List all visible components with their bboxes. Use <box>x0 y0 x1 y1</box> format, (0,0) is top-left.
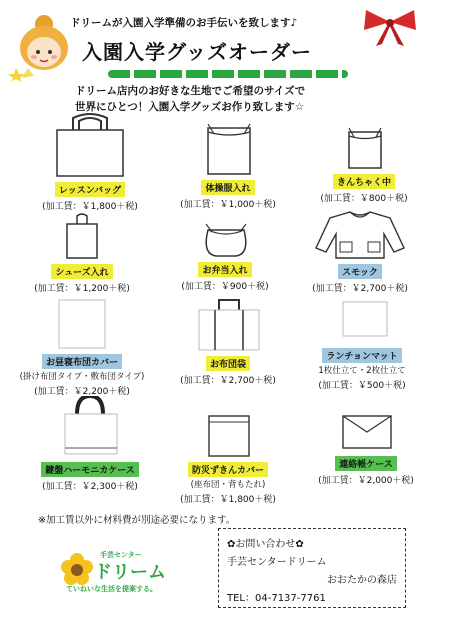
lunch-mat-icon <box>317 298 407 344</box>
contact-box <box>218 528 406 608</box>
item-label: スモック <box>338 264 382 279</box>
item-price: (加工賃：￥800＋税) <box>320 194 408 204</box>
intro-line-1: ドリーム店内のお好きな生地でご希望のサイズで <box>75 85 306 97</box>
notebook-case-icon <box>321 412 411 452</box>
item-label: きんちゃく中 <box>333 174 395 189</box>
item-price: (加工賃：￥1,000＋税) <box>180 200 276 210</box>
item-smock <box>290 208 430 294</box>
title-underline <box>108 70 348 78</box>
item-price: (加工賃：￥1,800＋税) <box>42 202 138 212</box>
item-price: (加工賃：￥2,700＋税) <box>312 284 408 294</box>
logo-tagline: ていねいな生活を提案する。 <box>66 585 157 593</box>
item-drawstring-bag <box>294 122 434 204</box>
drawstring-bag-icon <box>319 122 409 170</box>
contact-tel[interactable]: TEL：04-7137-7761 <box>227 593 326 604</box>
item-subtext: 1枚仕立て・2枚仕立て <box>318 366 406 376</box>
item-price: (加工賃：￥500＋税) <box>318 381 406 391</box>
lesson-bag-icon <box>45 112 135 178</box>
contact-heading: ✿お問い合わせ✿ <box>227 539 304 550</box>
item-lunch-bag <box>155 218 295 292</box>
item-melodica-case <box>20 396 160 492</box>
item-price: (加工賃：￥1,800＋税) <box>180 495 276 505</box>
item-label: シューズ入れ <box>51 264 112 279</box>
item-shoe-bag <box>12 212 152 294</box>
item-lesson-bag <box>20 112 160 212</box>
item-price: (加工賃：￥2,000＋税) <box>318 476 414 486</box>
item-label: お布団袋 <box>206 356 250 371</box>
item-price: (加工賃：￥1,200＋税) <box>34 284 130 294</box>
melodica-case-icon <box>45 396 135 458</box>
item-price: (加工賃：￥2,300＋税) <box>42 482 138 492</box>
item-label: 鍵盤ハーモニカケース <box>41 462 139 477</box>
smock-icon <box>310 208 410 260</box>
item-nap-futon-cover <box>12 298 152 397</box>
item-price: (加工賃：￥900＋税) <box>181 282 269 292</box>
logo-subtitle: 手芸センター <box>100 551 142 559</box>
item-subtext: (掛け布団タイプ・敷布団タイプ) <box>19 372 145 382</box>
mascot-illustration <box>8 10 78 82</box>
item-label: お昼寝布団カバー <box>42 354 122 369</box>
item-subtext: (座布団・背もたれ) <box>190 480 266 490</box>
intro-line-2: 世界にひとつ！入園入学グッズお作り致します☆ <box>75 101 305 113</box>
header-tagline: ドリームが入園入学準備のお手伝いを致します♪ <box>70 17 298 29</box>
lunch-bag-icon <box>180 218 270 258</box>
flower-icon <box>60 552 94 586</box>
shoe-bag-icon <box>37 212 127 260</box>
item-disaster-hood-cover <box>158 406 298 505</box>
item-label: ランチョンマット <box>322 348 401 363</box>
item-futon-bag <box>158 296 298 386</box>
item-price: (加工賃：￥2,200＋税) <box>34 387 130 397</box>
contact-store: おおたかの森店 <box>327 575 397 586</box>
futon-bag-icon <box>183 296 273 352</box>
futon-cover-icon <box>37 298 127 350</box>
page-title: 入園入学グッズオーダー <box>82 40 312 64</box>
item-label: お弁当入れ <box>198 262 251 277</box>
item-label: 防災ずきんカバー <box>188 462 268 477</box>
item-label: レッスンバッグ <box>55 182 125 197</box>
item-price: (加工賃：￥2,700＋税) <box>180 376 276 386</box>
store-logo <box>60 548 200 598</box>
item-gym-bag <box>158 118 298 210</box>
gym-bag-icon <box>183 118 273 176</box>
logo-name: ドリーム <box>94 562 166 583</box>
contact-shop: 手芸センタードリーム <box>227 557 327 568</box>
item-label: 連絡帳ケース <box>335 456 397 471</box>
item-lunch-mat <box>292 298 432 391</box>
hood-cover-icon <box>183 406 273 458</box>
item-notebook-case <box>296 412 436 486</box>
material-note: ※加工賃以外に材料費が別途必要になります。 <box>38 515 236 526</box>
item-label: 体操服入れ <box>201 180 254 195</box>
